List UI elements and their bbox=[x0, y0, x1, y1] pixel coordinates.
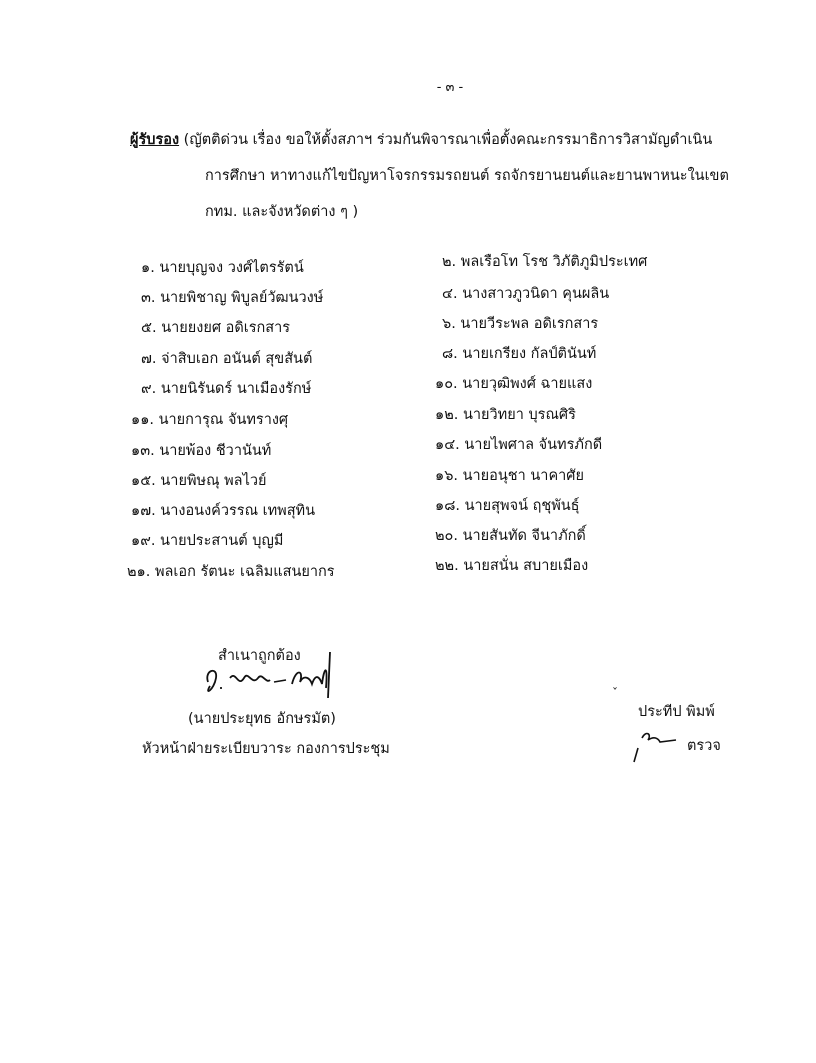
member-item: ๒๒. นายสนั่น สบายเมือง bbox=[435, 558, 589, 574]
member-item: ๑๓. นายพ้อง ชีวานันท์ bbox=[131, 443, 272, 459]
handwritten-signature bbox=[200, 648, 350, 706]
certifier-position: หัวหน้าฝ่ายระเบียบวาระ กองการประชุม bbox=[142, 741, 390, 757]
checked-label: ตรวจ bbox=[687, 738, 721, 754]
member-item: ๑๒. นายวิทยา บุรณศิริ bbox=[435, 407, 576, 423]
checker-initials-signature bbox=[628, 724, 684, 764]
endorsement-line-1: (ญัตติด่วน เรื่อง ขอให้ตั้งสภาฯ ร่วมกันพิจารณาเพื่อตั้งคณะกรรมาธิการวิสามัญดำเนิน bbox=[179, 132, 713, 148]
member-item: ๑๖. นายอนุชา นาคาศัย bbox=[435, 468, 584, 484]
member-item: ๑๕. นายพิษณุ พลไวย์ bbox=[131, 473, 267, 489]
member-item: ๔. นางสาวภูวนิดา คุนผลิน bbox=[442, 286, 610, 302]
member-item: ๑. นายบุญจง วงศ์ไตรรัตน์ bbox=[141, 260, 304, 276]
member-item: ๑๙. นายประสานต์ บุญมี bbox=[131, 533, 284, 549]
member-item: ๙. นายนิรันดร์ นาเมืองรักษ์ bbox=[141, 381, 312, 397]
member-item: ๑๘. นายสุพจน์ ฤชุพันธุ์ bbox=[435, 498, 580, 514]
certifier-name: (นายประยุทธ อักษรมัต) bbox=[188, 711, 336, 727]
endorsement-line-3: กทม. และจังหวัดต่าง ๆ ) bbox=[205, 204, 359, 220]
member-item: ๒. พลเรือโท โรช วิภัติภูมิประเทศ bbox=[442, 254, 648, 270]
page-number: - ๓ - bbox=[436, 80, 464, 95]
member-item: ๑๗. นางอนงค์วรรณ เทพสุทิน bbox=[131, 503, 316, 519]
certified-copy-text: สำเนาถูกต้อง bbox=[218, 648, 301, 664]
mark-dot: ˇ bbox=[612, 686, 618, 700]
printed-by-label: ประทีป พิมพ์ bbox=[638, 704, 715, 720]
member-item: ๕. นายยงยศ อดิเรกสาร bbox=[141, 320, 291, 336]
endorsement-label: ผู้รับรอง bbox=[130, 132, 180, 148]
member-item: ๖. นายวีระพล อดิเรกสาร bbox=[442, 316, 599, 332]
member-item: ๗. จ่าสิบเอก อนันต์ สุขสันต์ bbox=[141, 351, 313, 367]
member-item: ๓. นายพิชาญ พิบูลย์วัฒนวงษ์ bbox=[141, 290, 324, 306]
member-item: ๘. นายเกรียง กัลป์ตินันท์ bbox=[442, 346, 597, 362]
member-item: ๑๑. นายการุณ จันทรางศุ bbox=[131, 412, 289, 428]
member-item: ๑๔. นายไพศาล จันทรภักดี bbox=[435, 437, 603, 453]
member-item: ๒๑. พลเอก รัตนะ เฉลิมแสนยากร bbox=[127, 564, 335, 580]
member-item: ๑๐. นายวุฒิพงศ์ ฉายแสง bbox=[435, 376, 593, 392]
endorsement-line-2: การศึกษา หาทางแก้ไขปัญหาโจรกรรมรถยนต์ รถจักรยานยนต์และยานพาหนะในเขต bbox=[205, 168, 729, 184]
member-item: ๒๐. นายสันทัด จีนาภักดิ์ bbox=[435, 528, 586, 544]
